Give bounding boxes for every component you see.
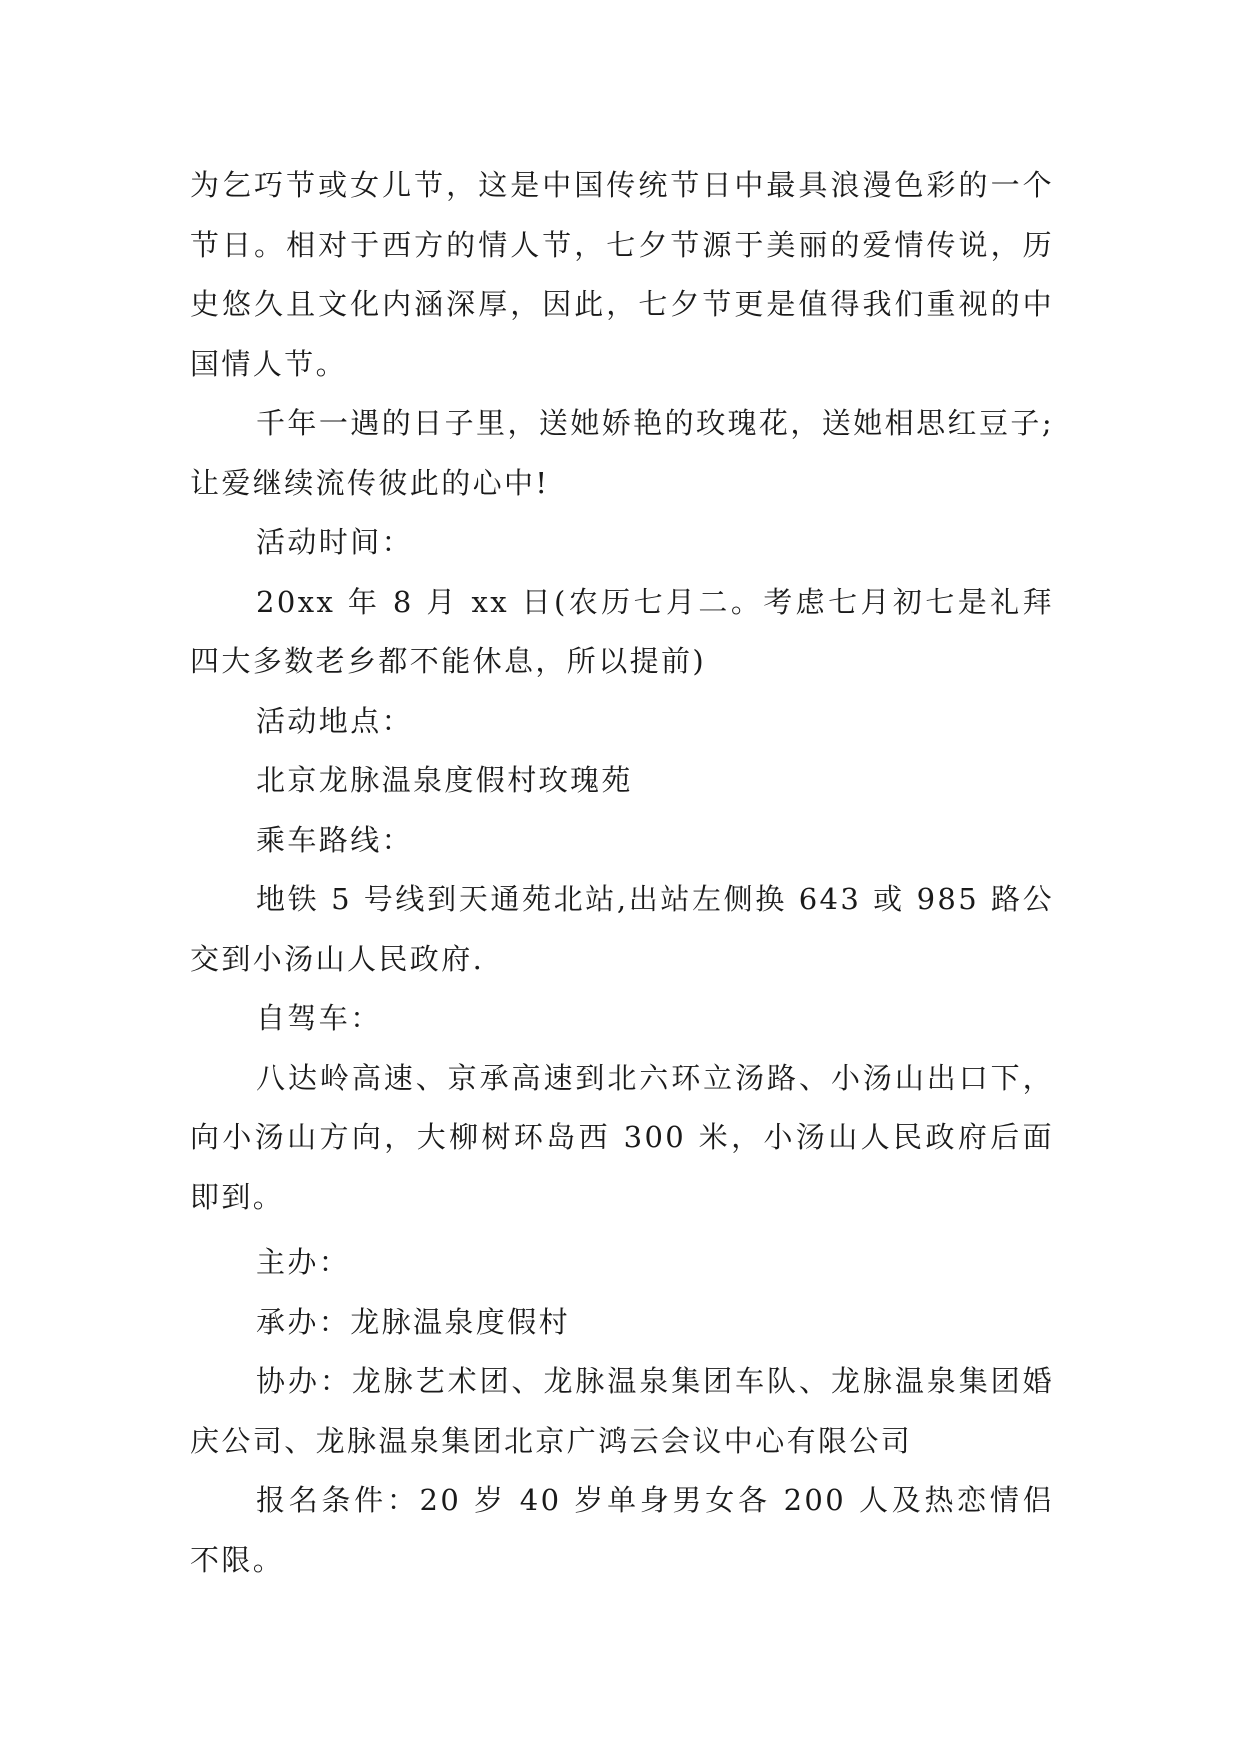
- paragraph-self-drive: 八达岭高速、京承高速到北六环立汤路、小汤山出口下，向小汤山方向，大柳树环岛西 300 米，小汤山人民政府后面即到。: [190, 1060, 1054, 1214]
- heading-transit-route: 乘车路线：: [256, 822, 414, 857]
- heading-event-time: 活动时间：: [256, 525, 414, 559]
- paragraph-organizer: 主办：: [256, 1245, 351, 1279]
- heading-event-location: 活动地点：: [256, 703, 414, 738]
- paragraph-event-time: 20xx 年 8 月 xx 日(农历七月二。考虑七月初七是礼拜四大多数老乡都不能休息，所以提前): [190, 584, 1054, 678]
- paragraph-transit-route: 地铁 5 号线到天通苑北站,出站左侧换 643 或 985 路公交到小汤山人民政府.: [190, 882, 1054, 976]
- paragraph-co-organizers: 协办：龙脉艺术团、龙脉温泉集团车队、龙脉温泉集团婚庆公司、龙脉温泉集团北京广鸿云会议中心有限公司: [190, 1364, 1054, 1458]
- heading-self-drive: 自驾车：: [256, 1001, 382, 1035]
- paragraph-event-location: 北京龙脉温泉度假村玫瑰苑: [256, 763, 633, 797]
- paragraph-roses: 千年一遇的日子里，送她娇艳的玫瑰花，送她相思红豆子;让爱继续流传彼此的心中!: [190, 406, 1054, 500]
- document-body: [190, 156, 1054, 1590]
- paragraph-registration: 报名条件：20 岁 40 岁单身男女各 200 人及热恋情侣不限。: [190, 1483, 1054, 1577]
- paragraph-host: 承办：龙脉温泉度假村: [256, 1304, 571, 1339]
- paragraph-intro: 为乞巧节或女儿节，这是中国传统节日中最具浪漫色彩的一个节日。相对于西方的情人节，七夕节源于美丽的爱情传说，历史悠久且文化内涵深厚，因此，七夕节更是值得我们重视的中国情人节。: [190, 168, 1054, 381]
